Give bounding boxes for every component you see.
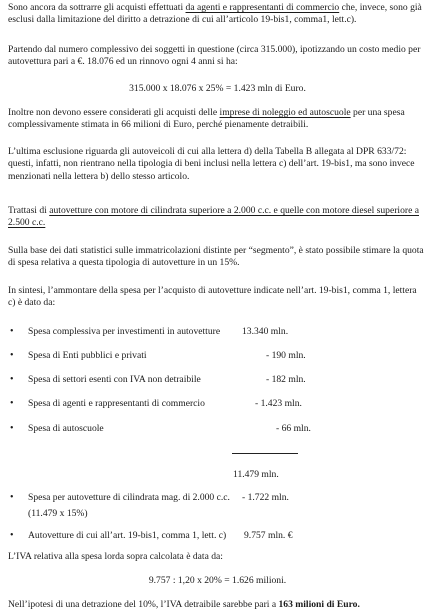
paragraph-vat <box>8 551 426 563</box>
paragraph-exclusion <box>8 146 426 183</box>
paragraph-estimate <box>8 44 426 69</box>
list-item-label: Spesa di Enti pubblici e privati <box>28 350 147 361</box>
list-item-total <box>10 530 430 543</box>
formula-vat: 9.757 : 1,20 x 20% = 1.626 milioni. <box>148 575 287 586</box>
list-item-label: Spesa di autoscuole <box>28 423 104 434</box>
bullet-icon: • <box>10 423 14 434</box>
paragraph-estimate-text: Partendo dal numero complessivo dei soggetti in questione (circa 315.000), ipotizzando un costo medio per autovettura pari a €. 18.076 ed un rinnovo ogni 4 anni si ha: <box>8 44 421 68</box>
subtotal-divider <box>232 453 298 454</box>
paragraph-agents-text-b: che, invece, sono già esclusi dalla limitazione del diritto a detrazione di cui all’articolo 19-bis1, comma1, lett.c). <box>8 2 422 26</box>
paragraph-exclusion-text: L’ultima esclusione riguarda gli autoveicoli di cui alla lettera d) della Tabella B allegata al DPR 633/72: questi, infatti, non rientrano nella tipologia di beni inclusi nella lettera c) dell’art. 19-bis1, ma sono invece menzionati nella lettera b) dello stesso articolo. <box>8 146 415 182</box>
paragraph-summary-text: In sintesi, l’ammontare della spesa per l’acquisto di autovetture indicate nell’art. 19-bis1, comma 1, lettera c) è dato da: <box>8 285 417 309</box>
list-item-value: - 66 mln. <box>276 423 311 434</box>
paragraph-engine <box>8 205 426 230</box>
paragraph-engine-underlined: autovetture con motore di cilindrata superiore a 2.000 c.c. e quelle con motore diesel superiore a 2.500 c.c. <box>8 205 419 229</box>
paragraph-engine-text-a: Trattasi di <box>8 205 50 216</box>
paragraph-rental-underlined: imprese di noleggio ed autoscuole <box>219 107 351 118</box>
paragraph-summary <box>8 285 426 310</box>
list-item-value: - 1.722 mln. <box>242 492 289 503</box>
list-item <box>10 326 430 339</box>
bullet-icon: • <box>10 530 14 541</box>
formula-agents: 315.000 x 18.076 x 25% = 1.423 mln di Euro. <box>129 83 306 94</box>
list-item-value: 9.757 mln. € <box>244 530 293 541</box>
list-item-label: Spesa di agenti e rappresentanti di commercio <box>28 398 205 409</box>
bullet-icon: • <box>10 492 14 503</box>
bullet-icon: • <box>10 398 14 409</box>
list-item-sublabel: (11.479 x 15%) <box>28 508 88 519</box>
paragraph-agents <box>8 2 426 27</box>
list-item-value: - 182 mln. <box>266 374 306 385</box>
paragraph-rental-text-b: per una spesa complessivamente stimata in 66 milioni di Euro, perché pienamente detraibili. <box>8 107 405 131</box>
subtotal-value: 11.479 mln. <box>233 469 279 480</box>
paragraph-conclusion-text: Nell’ipotesi di una detrazione del 10%, l’IVA detraibile sarebbe pari a <box>8 599 279 610</box>
list-item <box>10 374 430 387</box>
list-item-label: Spesa complessiva per investimenti in autovetture <box>28 326 221 337</box>
paragraph-vat-text: L’IVA relativa alla spesa lorda sopra calcolata è data da: <box>8 551 223 562</box>
list-item <box>10 398 430 411</box>
list-item-label: Spesa di settori esenti con IVA non detraibile <box>28 374 201 385</box>
list-item-value: 13.340 mln. <box>242 326 289 337</box>
paragraph-conclusion <box>8 599 426 611</box>
list-item-cylinder <box>10 492 430 518</box>
paragraph-agents-underlined: da agenti e rappresentanti di commercio <box>185 2 340 13</box>
paragraph-rental-text-a: Inoltre non devono essere considerati gli acquisti delle <box>8 107 220 118</box>
paragraph-rental <box>8 107 426 132</box>
list-item-label: Spesa per autovetture di cilindrata mag. di 2.000 c.c. <box>28 492 230 503</box>
list-item <box>10 423 430 436</box>
list-item-label: Autovetture di cui all’art. 19-bis1, comma 1, lett. c) <box>28 530 227 541</box>
paragraph-conclusion-bold: 163 milioni di Euro. <box>278 599 360 610</box>
list-item-value: - 1.423 mln. <box>255 398 302 409</box>
bullet-icon: • <box>10 374 14 385</box>
paragraph-statistics <box>8 245 426 270</box>
bullet-icon: • <box>10 350 14 361</box>
list-item <box>10 350 430 363</box>
paragraph-statistics-text: Sulla base dei dati statistici sulle immatricolazioni distinte per “segmento”, è stato possibile stimare la quota di spesa relativa a questa tipologia di autovetture in un 15%. <box>8 245 424 269</box>
paragraph-agents-text-a: Sono ancora da sottrarre gli acquisti effettuati <box>8 2 186 13</box>
bullet-icon: • <box>10 326 14 337</box>
list-item-value: - 190 mln. <box>266 350 306 361</box>
